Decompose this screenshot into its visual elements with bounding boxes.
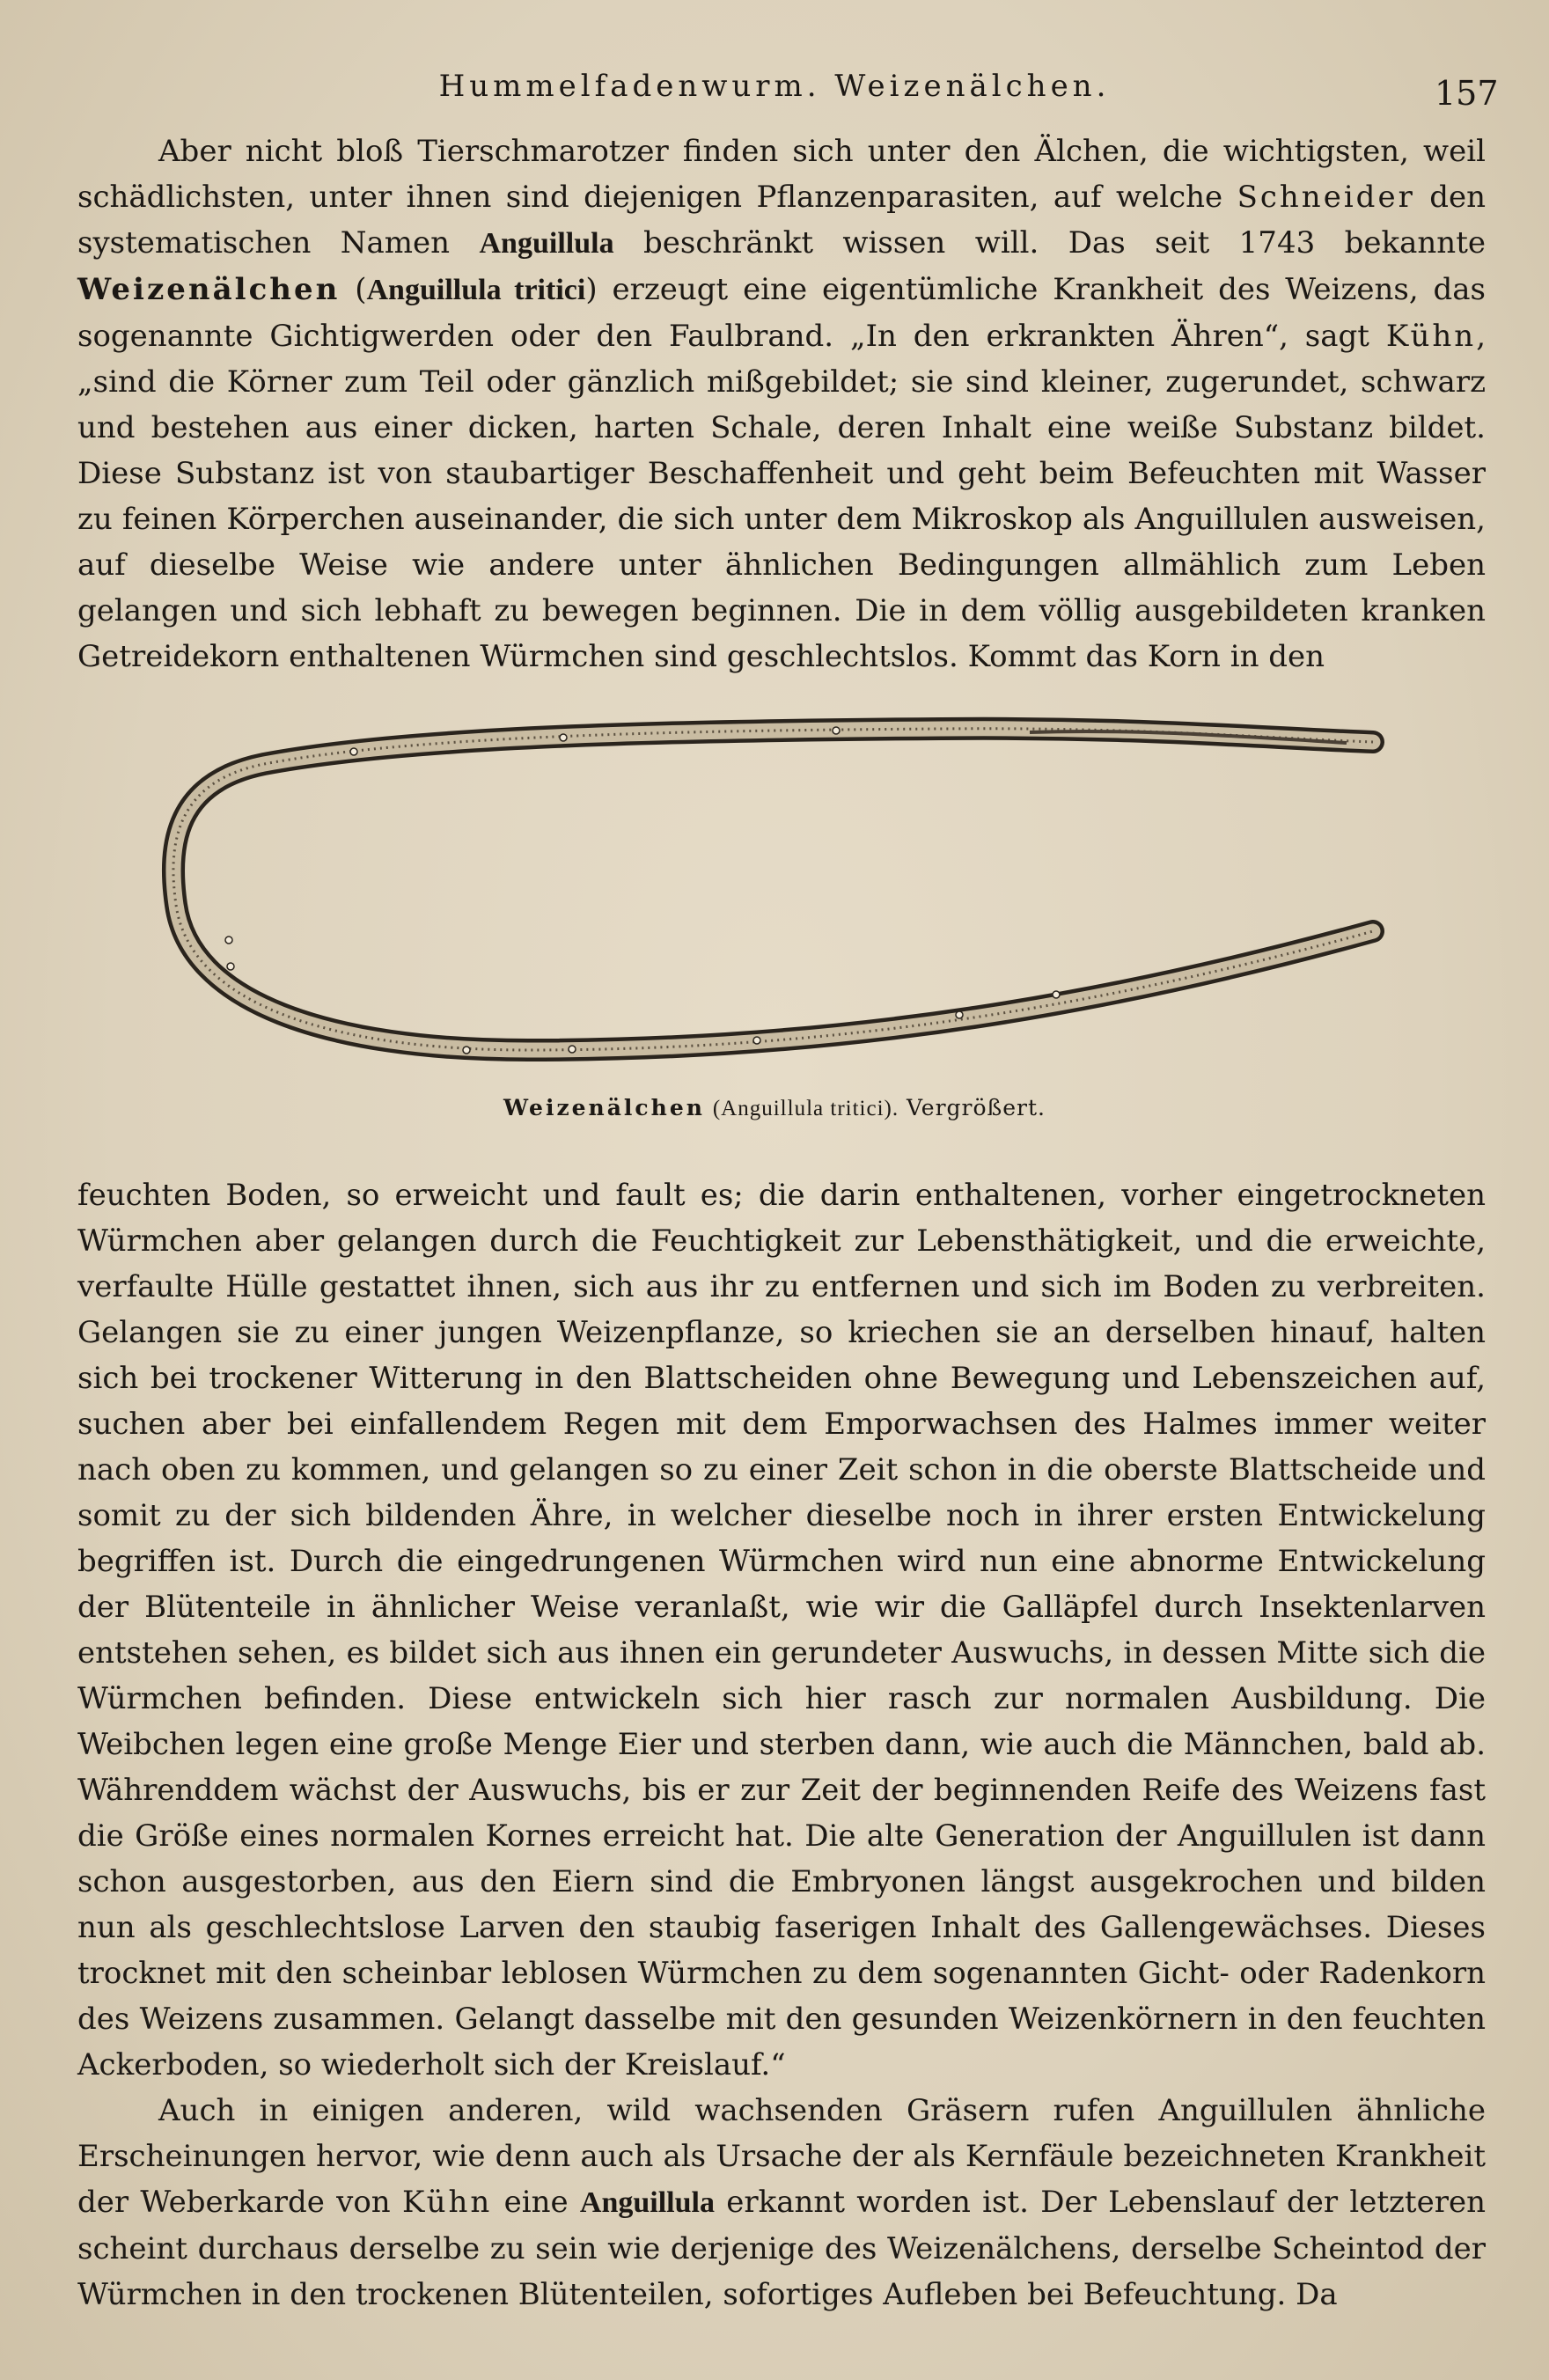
paragraph-2-text-c: erkannt worden ist. Der Lebenslauf der letzteren scheint durchaus derselbe zu sein wie derjenige des Weizenälchens, derselbe Scheintod der Würmchen in den trockenen Blütenteilen, sofortiges Aufleben bei Befeuchtung. Da (77, 2185, 1486, 2312)
page-number: 157 (1435, 74, 1499, 113)
paragraph-1-continued: feuchten Boden, so erweicht und fault es; die darin enthaltenen, vorher eingetrockneten Würmchen aber gelangen durch die Feuchtigkeit zur Lebensthätigkeit, und die erweichte, verfaulte Hülle gestattet ihnen, sich aus ihr zu entfernen und sich im Boden zu verbreiten. Gelangen sie zu einer jungen Weizenpflanze, so kriechen sie an derselben hinauf, halten sich bei trockener Witterung in den Blattscheiden ohne Bewegung und Lebenszeichen auf, suchen aber bei einfallendem Regen mit dem Emporwachsen des Halmes immer weiter nach oben zu kommen, und gelangen so zu einer Zeit schon in die oberste Blattscheide und somit zu der sich bildenden Ähre, in welcher dieselbe noch in ihrer ersten Entwickelung begriffen ist. Durch die eingedrungenen Würmchen wird nun eine abnorme Entwickelung der Blütenteile in ähnlicher Weise veranlaßt, wie wir die Galläpfel durch Insektenlarven entstehen sehen, es bildet sich aus ihnen ein gerundeter Auswuchs, in dessen Mitte sich die Würmchen befinden. Diese entwickeln sich hier rasch zur normalen Ausbildung. Die Weibchen legen eine große Menge Eier und sterben dann, wie auch die Männchen, bald ab. Währenddem wächst der Auswuchs, bis er zur Zeit der beginnenden Reife des Weizens fast die Größe eines normalen Kornes erreicht hat. Die alte Generation der Anguillulen ist dann schon ausgestorben, aus den Eiern sind die Embryonen längst ausgekrochen und bilden nun als geschlechtslose Larven den staubig faserigen Inhalt des Gallengewächses. Dieses trocknet mit den scheinbar leblosen Würmchen zu dem sogenannten Gicht- oder Radenkorn des Weizens zusammen. Gelangt dasselbe mit den gesunden Weizenkörnern in den feuchten Ackerboden, so wiederholt sich der Kreislauf.“ (77, 1178, 1486, 2082)
paragraph-1-text-b: den systematischen Namen (77, 180, 1486, 261)
paragraph-1-text-c: beschränkt wissen will. Das seit 1743 bekannte (613, 225, 1486, 261)
worm-body-pores (225, 727, 1060, 1054)
genus-name-2: Anguillula (579, 2186, 715, 2219)
caption-latin-name: (Anguillula tritici). (712, 1097, 899, 1120)
nematode-illustration (150, 711, 1399, 1090)
running-title: Hummelfadenwurm. Weizenälchen. (438, 69, 1111, 104)
worm-body-texture (173, 729, 1373, 1050)
author-schneider: Schneider (1237, 180, 1415, 215)
author-kuehn: Kühn (1385, 319, 1477, 354)
paragraph-2 (77, 2088, 1486, 2318)
paragraph-2-text-b: eine (492, 2185, 580, 2220)
caption-common-name: Weizenälchen (503, 1095, 705, 1120)
species-name: Anguillula tritici (366, 274, 586, 306)
common-name-weizenaelchen: Weizenälchen (77, 272, 341, 307)
paragraph-1-text-a: Aber nicht bloß Tierschmarotzer finden sich unter den Älchen, die wichtigsten, weil schädlichsten, unter ihnen sind diejenigen Pflanzenparasiten, auf welche (77, 134, 1486, 215)
figure-caption (0, 1095, 1549, 1121)
paragraph-1 (77, 129, 1486, 679)
text-block-bottom (77, 1172, 1486, 2318)
genus-name: Anguillula (479, 227, 614, 260)
worm-body-fill (173, 729, 1373, 1050)
worm-body-outline (173, 729, 1373, 1050)
caption-note: Vergrößert. (907, 1095, 1046, 1120)
paragraph-1-text-e: ) erzeugt eine eigentümliche Krankheit des Weizens, das sogenannte Gichtigwerden oder den Faulbrand. „In den erkrankten Ähren“, sagt (77, 272, 1487, 354)
author-kuehn-2: Kühn (401, 2185, 493, 2220)
text-block-top (77, 129, 1486, 679)
paragraph-2-text-a: Auch in einigen anderen, wild wachsenden Gräsern rufen Anguillulen ähnliche Erscheinungen hervor, wie denn auch als Ursache der als Kernfäule bezeichneten Krankheit der Weberkarde von (77, 2093, 1486, 2220)
paragraph-1-text-f: , „sind die Körner zum Teil oder gänzlich mißgebildet; sie sind kleiner, zugerundet, schwarz und bestehen aus einer dicken, harten Schale, deren Inhalt eine weiße Substanz bildet. Diese Substanz ist von staubartiger Beschaffenheit und geht beim Befeuchten mit Wasser zu feinen Körperchen auseinander, die sich unter dem Mikroskop als Anguillulen ausweisen, auf dieselbe Weise wie andere unter ähnlichen Bedingungen allmählich zum Leben gelangen und sich lebhaft zu bewegen beginnen. Die in dem völlig ausgebildeten kranken Getreidekorn enthaltenen Würmchen sind geschlechtslos. Kommt das Korn in den (77, 319, 1486, 674)
paragraph-1-text-d: ( (340, 272, 367, 307)
